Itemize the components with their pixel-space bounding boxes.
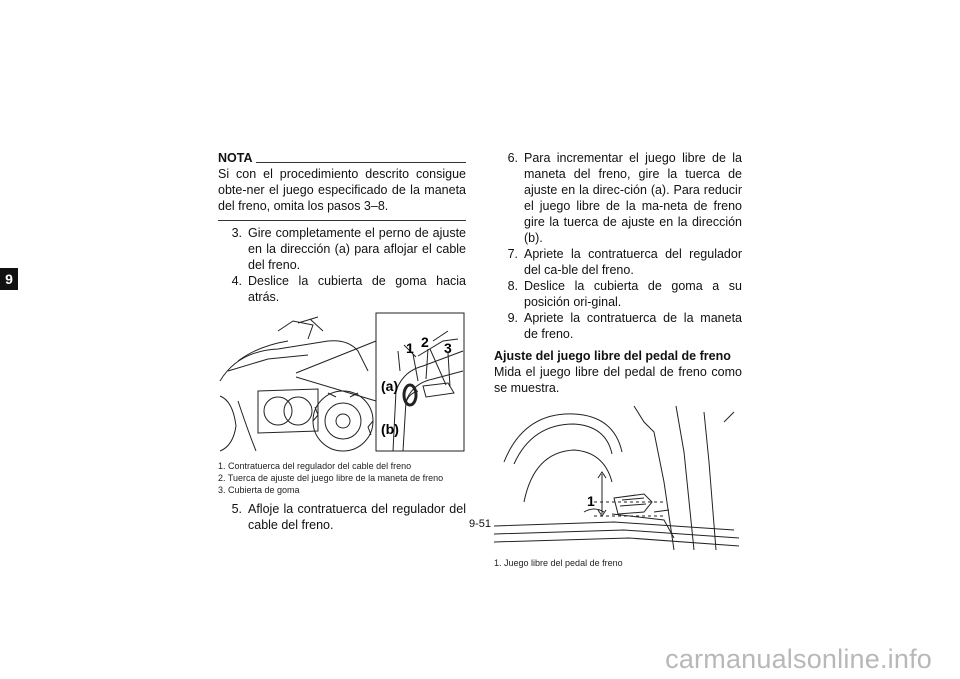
brake-pedal-figure xyxy=(494,402,742,554)
step-text: Deslice la cubierta de goma a su posición ori-ginal. xyxy=(524,279,742,309)
nota-rule xyxy=(256,162,467,163)
nota-text: Si con el procedimiento descrito consigue obte-ner el juego especificado de la maneta del freno, omita los pasos 3–8. xyxy=(218,167,466,213)
label-b: (b) xyxy=(381,421,399,437)
step-text: Apriete la contratuerca del regulador del ca-ble del freno. xyxy=(524,247,742,277)
chapter-tab: 9 xyxy=(0,268,18,290)
caption-2: 2. Tuerca de ajuste del juego libre de la maneta de freno xyxy=(218,473,444,483)
section-text: Mida el juego libre del pedal de freno como se muestra. xyxy=(494,365,742,395)
caption-1: 1. Contratuerca del regulador del cable del freno xyxy=(218,461,412,471)
atv-brake-illustration xyxy=(218,311,466,453)
nota-label: NOTA xyxy=(218,151,253,165)
step-text: Para incrementar el juego libre de la maneta del freno, gire la tuerca de ajuste en la direc-ción (a). Para reducir el juego libre de la ma-neta de freno gire la tuerca de ajuste en la dirección (b). xyxy=(524,151,742,245)
watermark: carmanualsonline.info xyxy=(665,644,932,674)
page-number: 9-51 xyxy=(468,518,492,530)
step-number: 3. xyxy=(231,226,242,240)
step-number: 7. xyxy=(507,247,518,261)
step-number: 5. xyxy=(231,502,242,516)
step-4 xyxy=(218,273,466,305)
step-text: Afloje la contratuerca del regulador del cable del freno. xyxy=(248,502,466,532)
step-number: 9. xyxy=(507,311,518,325)
nota-header xyxy=(218,150,466,166)
step-text: Apriete la contratuerca de la maneta de freno. xyxy=(524,311,742,341)
label-a: (a) xyxy=(381,378,399,394)
step-text: Deslice la cubierta de goma hacia atrás. xyxy=(248,274,466,304)
caption-3: 3. Cubierta de goma xyxy=(218,485,300,495)
nota-end-rule xyxy=(218,220,466,221)
label-2: 2 xyxy=(421,334,429,350)
brake-cable-figure xyxy=(218,311,466,457)
step-3 xyxy=(218,225,466,273)
right-column xyxy=(494,150,742,569)
caption-1: 1. Juego libre del pedal de freno xyxy=(494,558,623,568)
step-number: 6. xyxy=(507,151,518,165)
step-7 xyxy=(494,246,742,278)
step-9 xyxy=(494,310,742,342)
step-number: 4. xyxy=(231,274,242,288)
label-1: 1 xyxy=(587,493,595,509)
section-title: Ajuste del juego libre del pedal de freno xyxy=(494,349,731,363)
label-3: 3 xyxy=(444,340,452,356)
step-text: Gire completamente el perno de ajuste en la dirección (a) para aflojar el cable del freno. xyxy=(248,226,466,272)
step-number: 8. xyxy=(507,279,518,293)
step-8 xyxy=(494,278,742,310)
label-1: 1 xyxy=(406,340,414,356)
step-6 xyxy=(494,150,742,246)
left-column xyxy=(218,150,466,533)
